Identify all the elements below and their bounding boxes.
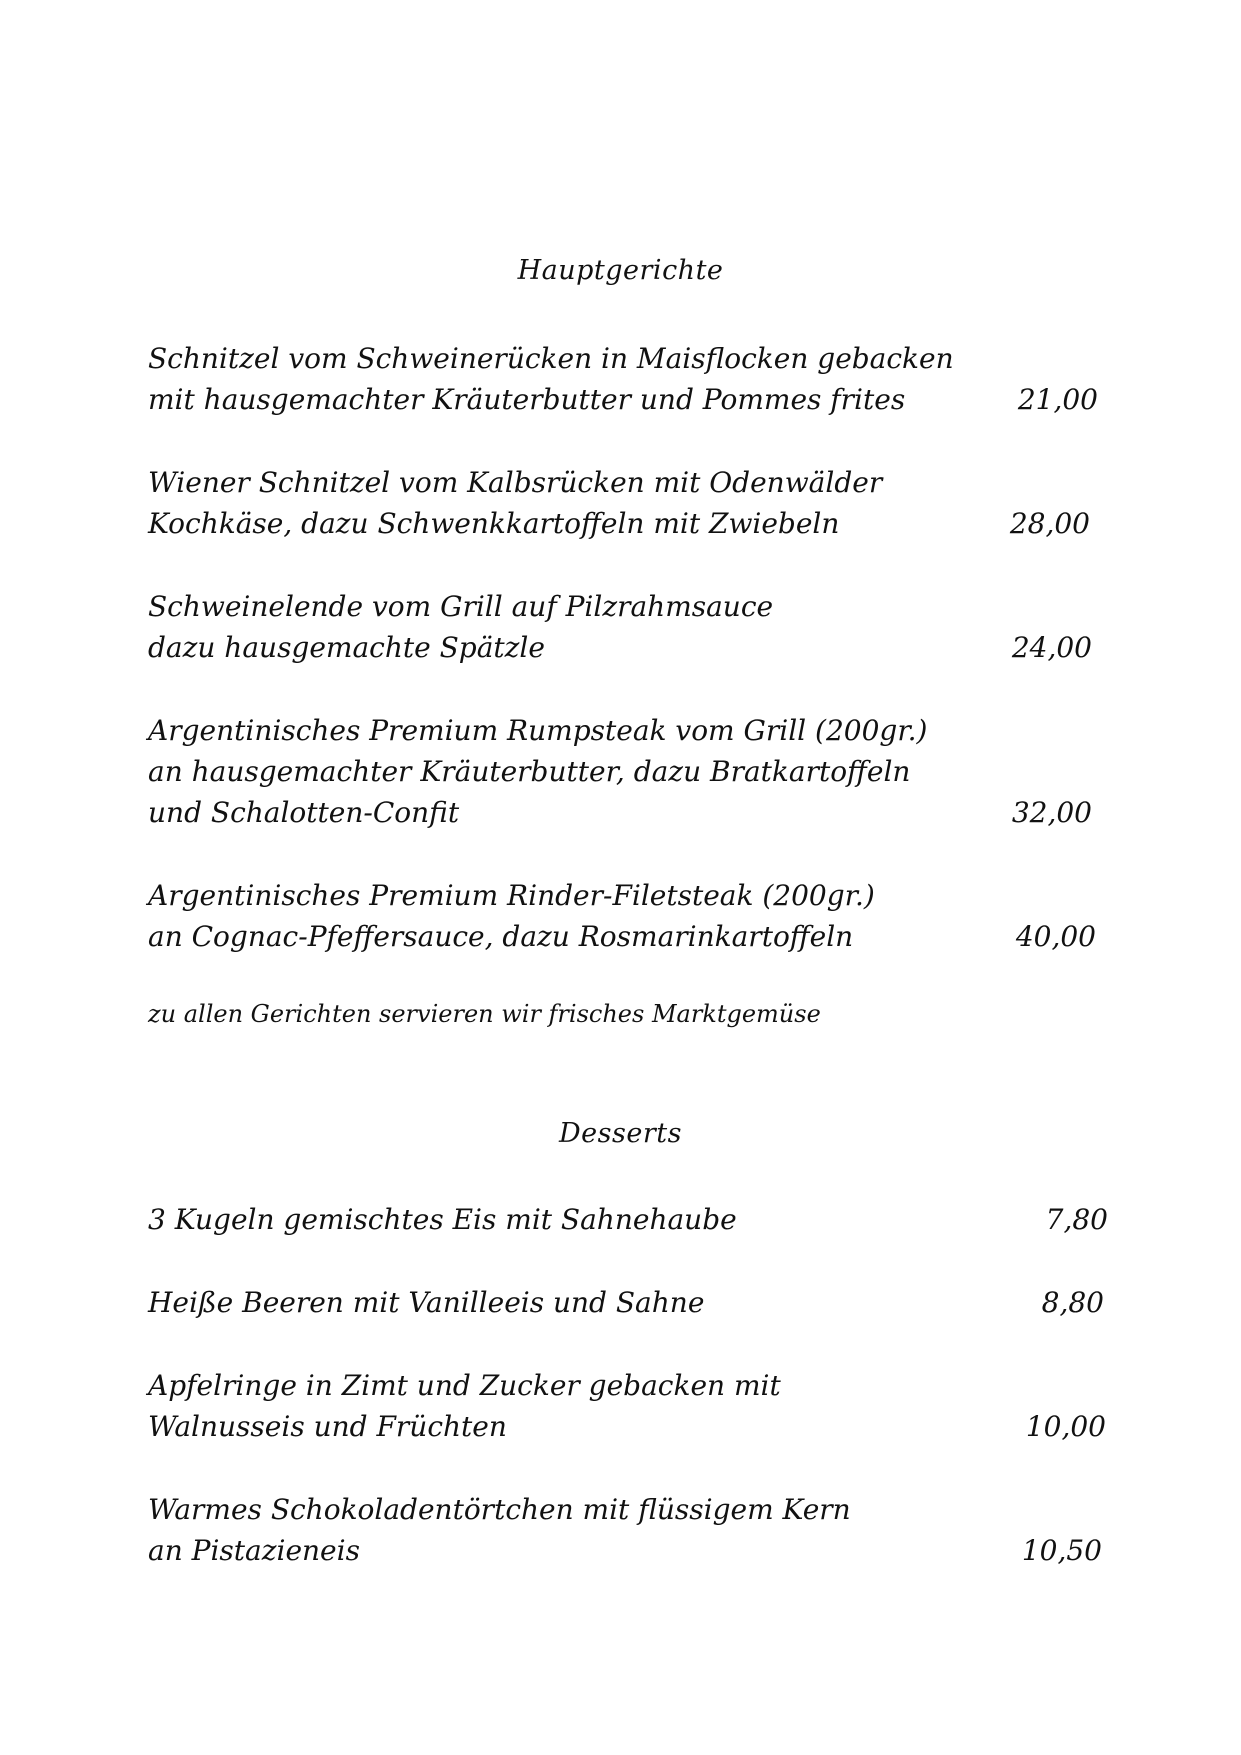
item-description-line: Warmes Schokoladentörtchen mit flüssigem Kern bbox=[148, 1493, 851, 1526]
menu-item bbox=[148, 1365, 1106, 1447]
menu-item bbox=[148, 462, 1098, 544]
section-title-main-courses: Hauptgerichte bbox=[517, 255, 724, 286]
item-description-line: Apfelringe in Zimt und Zucker gebacken mit bbox=[148, 1369, 781, 1402]
item-description-line: an Cognac-Pfeffersauce, dazu Rosmarinkartoffeln bbox=[148, 920, 854, 953]
item-description-line: an hausgemachter Kräuterbutter, dazu Bratkartoffeln bbox=[148, 755, 911, 788]
section-title-desserts: Desserts bbox=[559, 1118, 682, 1149]
item-description-line: Schnitzel vom Schweinerücken in Maisflocken gebacken bbox=[148, 342, 954, 375]
menu-item bbox=[148, 1282, 1104, 1323]
item-description-line: Heiße Beeren mit Vanilleeis und Sahne bbox=[148, 1286, 705, 1319]
item-price: 10,00 bbox=[1025, 1410, 1106, 1443]
item-price: 10,50 bbox=[1021, 1534, 1102, 1567]
item-description-line: 3 Kugeln gemischtes Eis mit Sahnehaube bbox=[148, 1203, 737, 1236]
item-price: 32,00 bbox=[1011, 796, 1092, 829]
item-description-line: Wiener Schnitzel vom Kalbsrücken mit Odenwälder bbox=[148, 466, 883, 499]
item-description-line: Kochkäse, dazu Schwenkkartoffeln mit Zwiebeln bbox=[148, 507, 840, 540]
item-description-line: dazu hausgemachte Spätzle bbox=[148, 631, 545, 664]
menu-item bbox=[148, 338, 1098, 420]
item-price: 40,00 bbox=[1015, 920, 1096, 953]
menu-item bbox=[148, 710, 1098, 833]
item-price: 24,00 bbox=[1011, 631, 1092, 664]
menu-item bbox=[148, 586, 1098, 668]
item-description-line: und Schalotten-Confit bbox=[148, 796, 460, 829]
side-dish-note: zu allen Gerichten servieren wir frisches Marktgemüse bbox=[148, 1000, 821, 1028]
item-price: 7,80 bbox=[1045, 1203, 1108, 1236]
item-description-line: Argentinisches Premium Rumpsteak vom Grill (200gr.) bbox=[148, 714, 928, 747]
item-description-line: an Pistazieneis bbox=[148, 1534, 360, 1567]
item-price: 28,00 bbox=[1009, 507, 1090, 540]
item-price: 8,80 bbox=[1041, 1286, 1104, 1319]
item-description-line: Argentinisches Premium Rinder-Filetsteak (200gr.) bbox=[148, 879, 875, 912]
menu-item bbox=[148, 1199, 1108, 1240]
item-price: 21,00 bbox=[1017, 383, 1098, 416]
item-description-line: Walnusseis und Früchten bbox=[148, 1410, 507, 1443]
menu-item bbox=[148, 875, 1098, 957]
item-description-line: Schweinelende vom Grill auf Pilzrahmsauce bbox=[148, 590, 774, 623]
item-description-line: mit hausgemachter Kräuterbutter und Pommes frites bbox=[148, 383, 906, 416]
menu-item bbox=[148, 1489, 1102, 1571]
